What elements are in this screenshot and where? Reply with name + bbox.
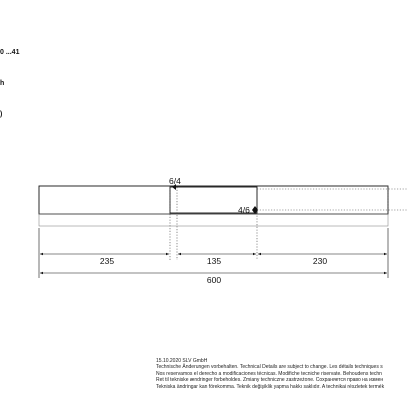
- dim-label-total: 600: [206, 275, 222, 285]
- dim-label-middle: 135: [206, 256, 222, 266]
- header-line-1: 0 ...41: [0, 49, 20, 56]
- header-line-2: h: [0, 80, 5, 87]
- footer-line: Ret til tekniske ændringer forbeholdes. Zmiany techniczne zastrzeżone. Сохраняется право на измен: [156, 377, 384, 384]
- label-top-6-4: 6/4: [169, 176, 181, 186]
- footer-date-line: 15.10.2020 SLV GmbH: [156, 358, 208, 364]
- footer-line: Tekniska ändringar kan förekomma. Teknik değişiklik yapma hakkı saklıdır. A technikai részletek termék: [156, 383, 385, 390]
- footer-line: Technische Änderungen vorbehalten. Technical Details are subject to change. Les détails techniques s: [156, 364, 383, 371]
- footer-line: Nos reservamos el derecho a modificaciones técnicas. Modifiche tecniche riservate. Behoudens techn: [156, 370, 382, 377]
- label-side-4-6: 4/6: [238, 205, 250, 215]
- fixture-housing: [39, 214, 388, 226]
- footer-legal: [156, 358, 407, 390]
- dim-label-right: 230: [312, 256, 328, 266]
- dim-label-left: 235: [99, 256, 115, 266]
- header-line-3: ): [0, 111, 3, 118]
